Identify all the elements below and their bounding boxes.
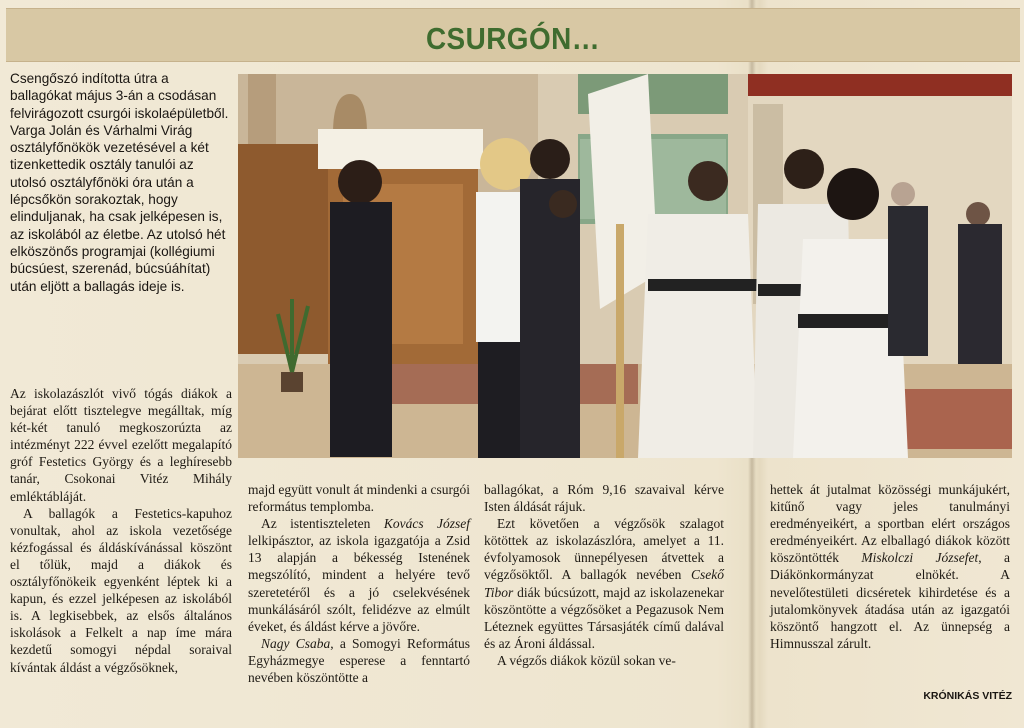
text-run: diák búcsúzott, majd az iskolazenekar köszöntötte a végzősöket a Pegazusok Nem Léteznek együttes Társasjáték című dalával és az Ároni áldással. — [484, 584, 724, 651]
ceremony-photo-illustration — [238, 74, 1012, 458]
article-column-2 — [248, 481, 470, 686]
text-run: lelkipásztor, az iskola igazgatója a Zsid 13 alapján a békesség Istenének megszólító, mindent a helyére tevő szeretetéről és a jó cselekvésének munkálásáról szólt, felidézve az elmúlt éveket, és áldást kérve a jövőre. — [248, 533, 470, 634]
paragraph — [248, 635, 470, 686]
text-run: Az istentiszteleten — [261, 516, 384, 532]
person-name: Csekő Tibor — [484, 567, 724, 600]
person-name: Miskolczi Józsefet — [861, 550, 979, 566]
paragraph — [248, 515, 470, 635]
text-run: hettek át jutalmat közösségi munkájukért, kitűnő vagy jeles tanulmányi eredményeikért, a sportban elért országos eredményeikért. Az elballagó diákok között köszöntötték — [770, 482, 1010, 566]
paragraph — [484, 515, 724, 652]
article-photo — [238, 74, 1012, 458]
article-column-3 — [484, 481, 724, 669]
author-byline: KRÓNIKÁS VITÉZ — [923, 690, 1012, 702]
text-run: Ezt követően a végzősök szalagot kötöttek az iskolazászlóra, amelyet a 11. évfolyamosok ünnepélyesen átvettek a végzősöktől. A ballagók nevében — [484, 516, 724, 583]
person-name: Kovács József — [383, 516, 470, 532]
person-name: Nagy Csaba — [261, 635, 331, 651]
paragraph: ballagókat, a Róm 9,16 szavaival kérve Isten áldását rájuk. — [484, 482, 724, 515]
text-run: , a Somogyi Református Egyházmegye esperese a fenntartó nevében köszöntötte a — [248, 635, 470, 686]
article-title: CSURGÓN… — [425, 21, 601, 56]
paragraph: A ballagók a Festetics-kapuhoz vonultak, ahol az iskola vezetősége kézfogással és áldáskívánással köszönt el tőlük, majd a diákok és osztályfőnökeik egyenként léptek ki a kapun, és ezzel jelképesen az iskolából is. A legkisebbek, az elsős általános iskolások a Felkelt a nap íme mára kezdetű somogyi népdal soraival kívántak áldást a végzősöknek, — [10, 505, 232, 675]
text-run: , a Diákönkormányzat elnökét. A nevelőtestületi dicséretek kihirdetése és a jutalomkönyvek átadása után az igazgatói köszöntő hangzott el. Az ünnepség a Himnusszal zárult. — [770, 550, 1010, 651]
paragraph — [770, 481, 1010, 652]
article-lead: Csengőszó indította útra a ballagókat május 3-án a csodásan felvirágozott csurgói iskolaépületből. Varga Jolán és Várhalmi Virág osztályfőnökök vezetésével a két tizenkettedik osztály tanulói az utolsó osztályfőnöki óra után a lépcsőkön sorakoztak, hogy elinduljanak, ha csak jelképesen is, az iskolából az életbe. Az utolsó hét elköszönős programjai (kollégiumi búcsúest, szerenád, búcsúáhítat) után eljött a ballagás ideje is. — [10, 71, 229, 294]
paragraph: A végzős diákok közül sokan ve- — [497, 652, 676, 668]
paragraph: Az iskolazászlót vivő tógás diákok a bejárat előtt tisztelegve megálltak, míg két-két tanuló megkoszorúzta az intézményt 222 évvel ezelőtt megalapító gróf Festetics György és a leghíresebb tanár, Csokonai Vitéz Mihály emléktábláját. — [10, 386, 232, 504]
article-column-4 — [770, 481, 1010, 652]
article-column-1 — [10, 385, 232, 676]
paragraph: majd együtt vonult át mindenki a csurgói református templomba. — [248, 482, 470, 515]
title-band — [6, 8, 1020, 62]
